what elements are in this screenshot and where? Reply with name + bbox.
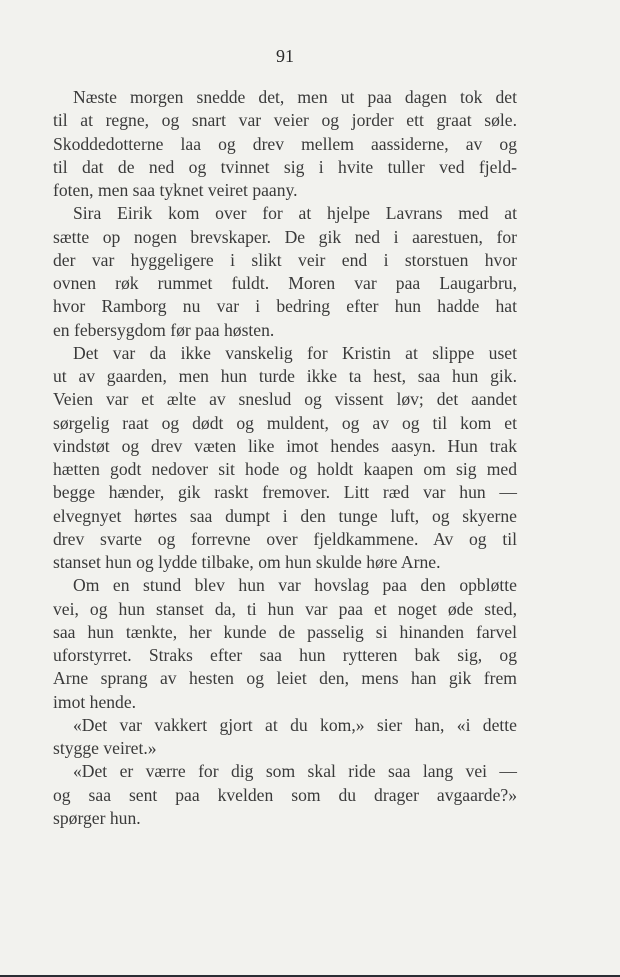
- text-line: Sira Eirik kom over for at hjelpe Lavrans med at: [73, 203, 517, 224]
- text-line: Arne sprang av hesten og leiet den, mens han gik frem: [53, 668, 517, 689]
- text-line: saa hun tænkte, her kunde de passelig si hinanden farvel: [53, 621, 517, 642]
- text-line: Det var da ikke vanskelig for Kristin at slippe uset: [73, 342, 517, 363]
- text-line: «Det er værre for dig som skal ride saa lang vei —: [73, 761, 517, 782]
- text-line: sørgelig raat og dødt og muldent, og av og til kom et: [53, 412, 517, 433]
- text-line: der var hyggeligere i slikt veir end i storstuen hvor: [53, 249, 517, 270]
- body-text: [53, 86, 517, 830]
- text-line: stanset hun og lydde tilbake, om hun skulde høre Arne.: [53, 552, 441, 572]
- text-line: «Det var vakkert gjort at du kom,» sier han, «i dette: [73, 714, 517, 735]
- text-line: ut av gaarden, men hun turde ikke ta hest, saa hun gik.: [53, 366, 517, 386]
- text-line: Næste morgen snedde det, men ut paa dagen tok det: [73, 87, 517, 107]
- text-line: en febersygdom før paa høsten.: [53, 319, 275, 340]
- text-line: til at regne, og snart var veier og jorder ett graat søle.: [53, 110, 517, 131]
- text-line: ovnen røk rummet fuldt. Moren var paa Laugarbru,: [53, 273, 517, 293]
- text-line: spørger hun.: [53, 807, 141, 828]
- text-line: imot hende.: [53, 691, 137, 712]
- text-line: uforstyrret. Straks efter saa hun rytteren bak sig, og: [53, 645, 517, 665]
- text-line: Skoddedotterne laa og drev mellem aassiderne, av og: [53, 133, 517, 154]
- text-line: stygge veiret.»: [53, 738, 157, 758]
- text-line: sætte op nogen brevskaper. De gik ned i aarestuen, for: [53, 226, 517, 247]
- text-line: begge hænder, gik raskt fremover. Litt ræd var hun —: [53, 482, 517, 503]
- text-line: og saa sent paa kvelden som du drager avgaarde?»: [53, 784, 517, 805]
- text-line: vindstøt og drev væten like imot hendes aasyn. Hun trak: [53, 435, 517, 456]
- text-line: Om en stund blev hun var hovslag paa den opbløtte: [73, 575, 517, 596]
- page-number: 91: [276, 46, 294, 66]
- text-line: hvor Ramborg nu var i bedring efter hun hadde hat: [53, 296, 517, 317]
- text-line: elvegnyet hørtes saa dumpt i den tunge luft, og skyerne: [53, 505, 517, 526]
- text-line: til dat de ned og tvinnet sig i hvite tuller ved fjeld-: [53, 156, 517, 177]
- text-line: hætten godt nedover sit hode og holdt kaapen om sig med: [53, 459, 517, 479]
- text-line: Veien var et ælte av sneslud og vissent løv; det aandet: [53, 389, 517, 410]
- text-line: foten, men saa tyknet veiret paany.: [53, 180, 298, 200]
- text-line: drev svarte og forrevne over fjeldkammene. Av og til: [53, 528, 517, 549]
- text-line: vei, og hun stanset da, ti hun var paa et noget øde sted,: [53, 598, 517, 619]
